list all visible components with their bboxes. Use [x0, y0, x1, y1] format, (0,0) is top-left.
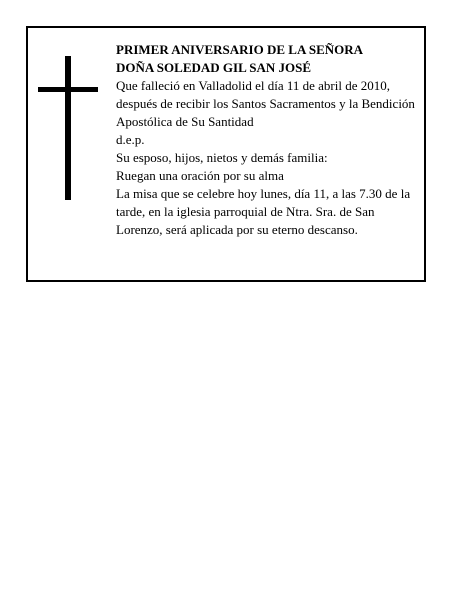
cross-icon: [38, 56, 98, 200]
prayer-request: Ruegan una oración por su alma: [116, 168, 284, 183]
notice-heading-line-2: DOÑA SOLEDAD GIL SAN JOSÉ: [116, 60, 312, 75]
notice-text: [116, 41, 416, 239]
cross-vertical-bar: [65, 56, 71, 200]
family-line: Su esposo, hijos, nietos y demás familia:: [116, 150, 328, 165]
death-announcement: Que falleció en Valladolid el día 11 de abril de 2010, después de recibir los Santos Sacramentos y la Bendición Apostólica de Su Santidad: [116, 78, 415, 129]
notice-heading-line-1: PRIMER ANIVERSARIO DE LA SEÑORA: [116, 42, 364, 57]
mass-announcement: La misa que se celebre hoy lunes, día 11, a las 7.30 de la tarde, en la iglesia parroquial de Ntra. Sra. de San Lorenzo, será aplicada por su eterno descanso.: [116, 186, 411, 237]
obituary-notice: [26, 26, 426, 282]
cross-horizontal-bar: [38, 87, 98, 92]
dep-abbreviation: d.e.p.: [116, 132, 145, 147]
